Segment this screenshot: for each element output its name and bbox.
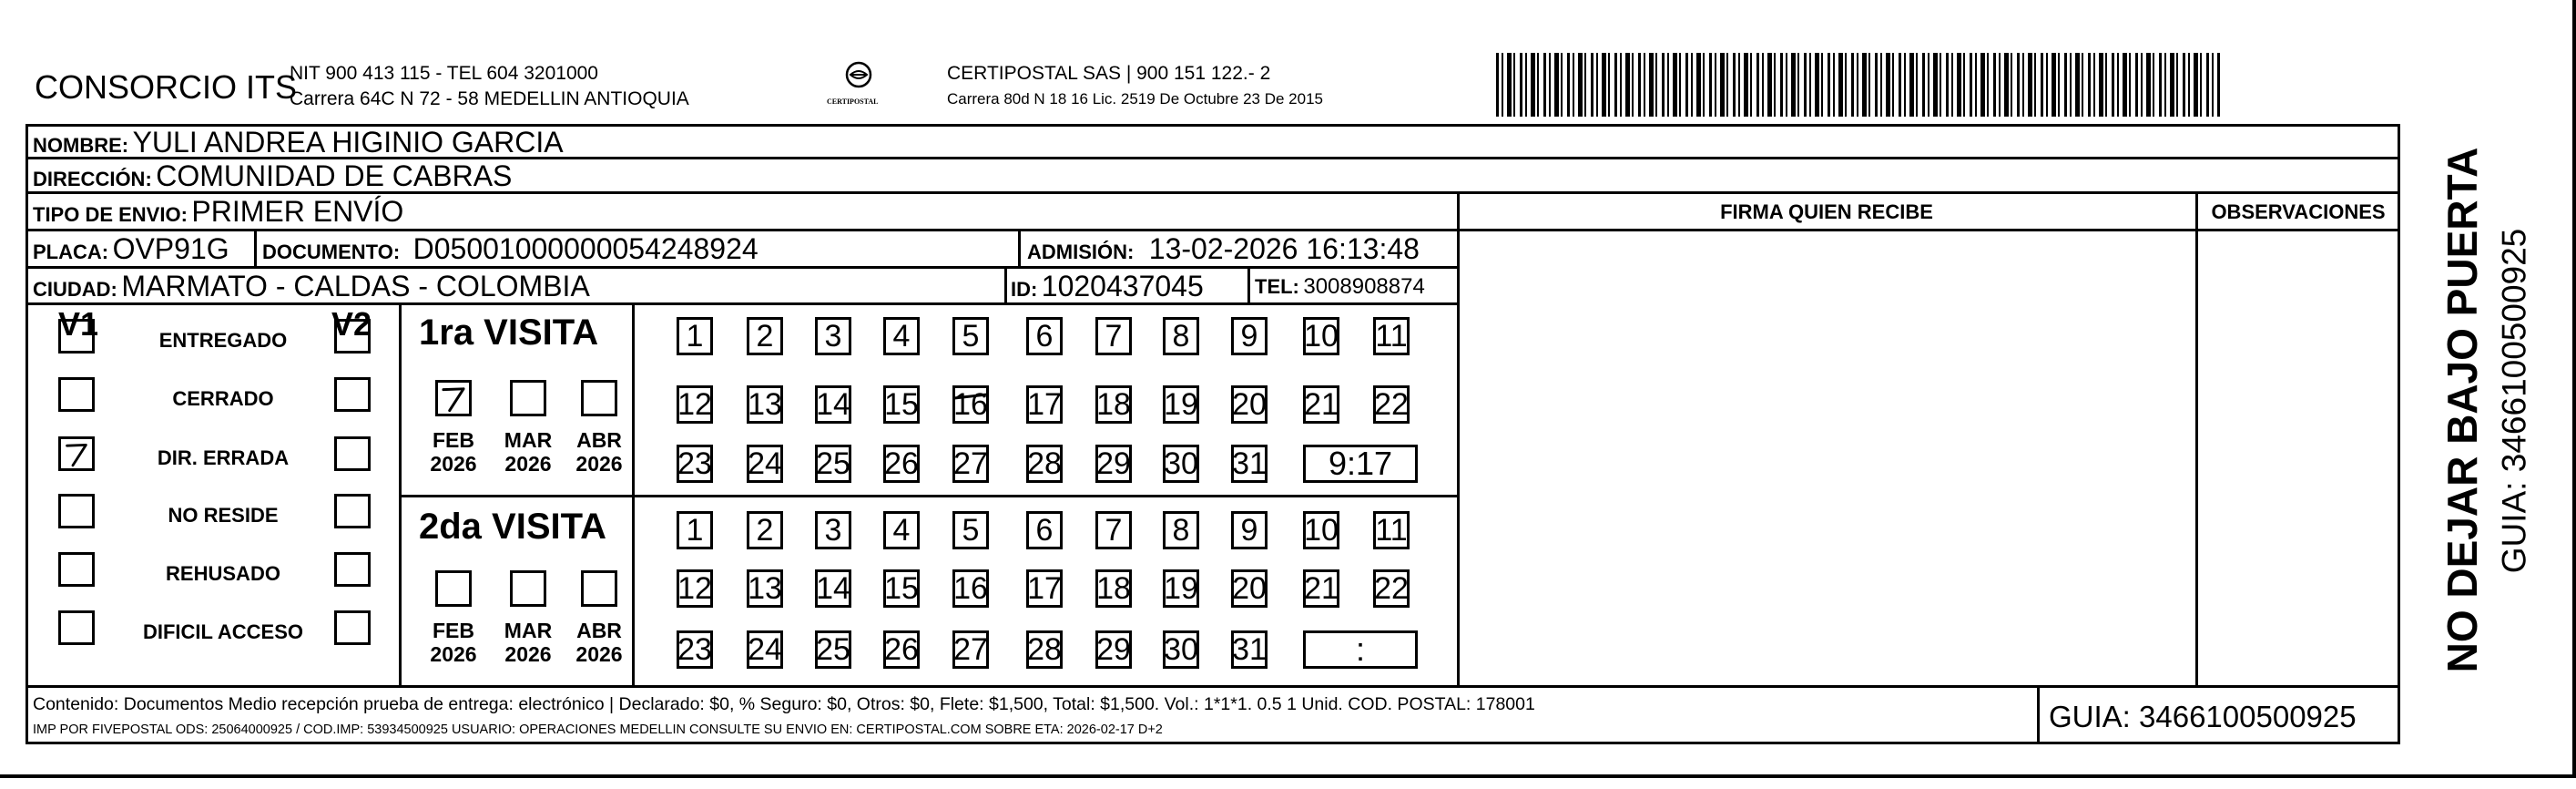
month-label [567, 428, 631, 476]
month-label [496, 428, 560, 476]
day-box[interactable]: 15 [883, 385, 920, 424]
observations-col-divider [2195, 191, 2198, 688]
v2-checkbox[interactable] [334, 552, 371, 587]
day-box[interactable]: 8 [1163, 317, 1199, 355]
footer-line1: Contenido: Documentos Medio recepción prueba de entrega: electrónico | Declarado: $0, % Seguro: $0, Otros: $0, Flete: $1,500, Total: $1,500. Vol.: 1*1*1. 0.5 1 Unid. COD. POSTAL: 178001 [33, 694, 1535, 714]
day-box[interactable]: 20 [1231, 385, 1268, 424]
day-box[interactable]: 5 [952, 317, 989, 355]
status-divider [399, 302, 402, 685]
day-box[interactable]: 19 [1163, 385, 1199, 424]
v1-checkbox[interactable] [58, 377, 95, 412]
day-box[interactable]: 26 [883, 630, 920, 669]
status-label: DIFICIL ACCESO [142, 620, 303, 643]
day-box[interactable]: 13 [747, 385, 783, 424]
month-year: 2026 [504, 642, 552, 666]
day-box[interactable]: 10 [1303, 317, 1339, 355]
day-box[interactable]: 31 [1231, 630, 1268, 669]
day-box[interactable]: 18 [1095, 569, 1132, 608]
month-checkbox[interactable] [581, 380, 617, 416]
side-warning: NO DEJAR BAJO PUERTA [2439, 147, 2486, 673]
day-box[interactable]: 11 [1373, 317, 1410, 355]
month-checkbox[interactable] [510, 570, 546, 607]
address-value: COMUNIDAD DE CABRAS [156, 159, 513, 192]
plate-value: OVP91G [112, 232, 229, 265]
footer-guia: GUIA: 3466100500925 [2049, 700, 2357, 733]
day-box[interactable]: 14 [815, 569, 851, 608]
tel-row [1255, 276, 1425, 298]
send-type-value: PRIMER ENVÍO [191, 195, 404, 228]
document-label: DOCUMENTO: [262, 241, 401, 263]
plate-row [33, 234, 229, 263]
month-label [496, 619, 560, 666]
month-name: MAR [504, 619, 553, 642]
certipostal-logo-text: CERTIPOSTAL [827, 97, 879, 106]
plate-label: PLACA: [33, 241, 109, 263]
status-label: ENTREGADO [158, 329, 288, 352]
day-box[interactable]: 29 [1095, 445, 1132, 483]
name-value: YULI ANDREA HIGINIO GARCIA [132, 126, 564, 159]
v2-checkbox[interactable] [334, 319, 371, 354]
month-checkbox[interactable] [510, 380, 546, 416]
day-box[interactable]: 17 [1026, 385, 1063, 424]
day-box[interactable]: 6 [1026, 317, 1063, 355]
month-name: ABR [576, 619, 622, 642]
address-label: DIRECCIÓN: [33, 168, 152, 190]
footer-top-line [25, 685, 2400, 688]
day-box[interactable]: 6 [1026, 511, 1063, 549]
company-line1: NIT 900 413 115 - TEL 604 3201000 [290, 63, 598, 84]
month-year: 2026 [504, 452, 552, 476]
admission-value: 13-02-2026 16:13:48 [1148, 232, 1420, 265]
day-box[interactable]: 28 [1026, 445, 1063, 483]
day-box[interactable]: 9 [1231, 317, 1268, 355]
v1-checkbox[interactable] [58, 319, 95, 354]
v1-checkbox[interactable] [58, 610, 95, 645]
day-box[interactable]: 4 [883, 317, 920, 355]
plate-divider [254, 229, 257, 266]
name-row [33, 128, 564, 157]
day-box[interactable]: 7 [1095, 317, 1132, 355]
handwritten-check-icon [61, 439, 92, 468]
handwritten-check-icon [438, 383, 469, 414]
city-value: MARMATO - CALDAS - COLOMBIA [121, 270, 590, 302]
signature-col-divider [1457, 191, 1460, 688]
month-year: 2026 [430, 452, 477, 476]
document-value: D05001000000054248924 [412, 232, 759, 265]
right-edge-line [2572, 0, 2576, 778]
day-box[interactable]: 12 [677, 569, 713, 608]
barcode [1496, 53, 2220, 117]
day-box[interactable]: 4 [883, 511, 920, 549]
day-box[interactable]: 31 [1231, 445, 1268, 483]
company-line2: Carrera 64C N 72 - 58 MEDELLIN ANTIOQUIA [290, 88, 689, 109]
day-box[interactable]: 11 [1373, 511, 1410, 549]
day-box[interactable]: 22 [1373, 385, 1410, 424]
status-label: NO RESIDE [168, 504, 279, 527]
day-strike-icon [952, 385, 989, 424]
day-box[interactable]: 26 [883, 445, 920, 483]
tel-divider [1247, 266, 1250, 302]
company-name: CONSORCIO ITS [35, 68, 298, 106]
month-name: FEB [433, 428, 474, 452]
month-label [422, 619, 485, 666]
month-name: MAR [504, 428, 553, 452]
month-checkbox[interactable] [435, 570, 472, 607]
city-row [33, 272, 590, 301]
v1-checkbox[interactable] [58, 552, 95, 587]
document-row [262, 234, 759, 263]
time-box[interactable]: 9:17 [1303, 445, 1418, 483]
day-box[interactable]: 3 [815, 317, 851, 355]
day-box[interactable]: 25 [815, 630, 851, 669]
day-box[interactable]: 24 [747, 445, 783, 483]
month-name: FEB [433, 619, 474, 642]
day-box[interactable]: 18 [1095, 385, 1132, 424]
day-box[interactable]: 22 [1373, 569, 1410, 608]
day-box[interactable]: 8 [1163, 511, 1199, 549]
status-label: REHUSADO [166, 562, 280, 585]
day-box[interactable]: 23 [677, 445, 713, 483]
day-box[interactable]: 13 [747, 569, 783, 608]
day-box[interactable]: 9 [1231, 511, 1268, 549]
day-box[interactable]: 21 [1303, 385, 1339, 424]
day-box[interactable]: 24 [747, 630, 783, 669]
day-box[interactable]: 16 [952, 569, 989, 608]
day-box[interactable]: 12 [677, 385, 713, 424]
day-box[interactable]: 23 [677, 630, 713, 669]
month-year: 2026 [430, 642, 477, 666]
id-label: ID: [1011, 278, 1038, 301]
month-label [567, 619, 631, 666]
day-box[interactable]: 25 [815, 445, 851, 483]
status-label: CERRADO [172, 387, 274, 410]
tel-value: 3008908874 [1303, 274, 1425, 299]
day-box[interactable]: 2 [747, 317, 783, 355]
courier-line2: Carrera 80d N 18 16 Lic. 2519 De Octubre 23 De 2015 [947, 90, 1323, 108]
address-row [33, 161, 512, 190]
day-box[interactable]: 14 [815, 385, 851, 424]
v1-checkbox[interactable] [58, 494, 95, 528]
v1-label: V1 [58, 305, 99, 343]
v2-checkbox[interactable] [334, 610, 371, 645]
day-box[interactable]: 10 [1303, 511, 1339, 549]
admission-divider [1018, 229, 1021, 266]
day-box[interactable]: 21 [1303, 569, 1339, 608]
day-box[interactable]: 2 [747, 511, 783, 549]
city-label: CIUDAD: [33, 278, 117, 301]
day-box[interactable]: 30 [1163, 445, 1199, 483]
month-year: 2026 [575, 642, 623, 666]
month-checkbox[interactable] [581, 570, 617, 607]
id-value: 1020437045 [1041, 270, 1204, 302]
month-name: ABR [576, 428, 622, 452]
admission-row [1027, 234, 1420, 263]
row-line [25, 266, 1460, 269]
month-label [422, 428, 485, 476]
day-box[interactable]: 1 [677, 511, 713, 549]
id-divider [1004, 266, 1007, 302]
day-box[interactable]: 7 [1095, 511, 1132, 549]
visit-month-divider [632, 302, 635, 685]
courier-line1: CERTIPOSTAL SAS | 900 151 122.- 2 [947, 63, 1271, 84]
send-type-row [33, 197, 403, 226]
observations-header: OBSERVACIONES [2211, 200, 2386, 223]
tel-label: TEL: [1255, 275, 1299, 298]
day-box[interactable]: 15 [883, 569, 920, 608]
day-box[interactable]: 27 [952, 445, 989, 483]
status-label: DIR. ERRADA [157, 446, 290, 469]
form-left-border [25, 124, 28, 744]
v2-checkbox[interactable] [334, 436, 371, 471]
visit2-title: 2da VISITA [419, 507, 606, 547]
v2-label: V2 [331, 305, 372, 343]
day-box[interactable]: 29 [1095, 630, 1132, 669]
day-box[interactable]: 16 [952, 385, 989, 424]
day-box[interactable]: 27 [952, 630, 989, 669]
send-type-label: TIPO DE ENVIO: [33, 203, 188, 226]
day-box[interactable]: 28 [1026, 630, 1063, 669]
visit-divider [399, 495, 1460, 497]
v2-checkbox[interactable] [334, 494, 371, 528]
signature-header: FIRMA QUIEN RECIBE [1720, 200, 1933, 223]
admission-label: ADMISIÓN: [1027, 241, 1135, 263]
month-checkbox[interactable] [435, 380, 472, 416]
row-line [25, 302, 1460, 305]
row-line [25, 229, 2400, 231]
day-box[interactable]: 30 [1163, 630, 1199, 669]
name-label: NOMBRE: [33, 134, 129, 157]
day-box[interactable]: 17 [1026, 569, 1063, 608]
v2-checkbox[interactable] [334, 377, 371, 412]
visit1-title: 1ra VISITA [419, 313, 599, 353]
side-guia: GUIA: 3466100500925 [2495, 228, 2533, 574]
id-row [1011, 272, 1204, 301]
month-year: 2026 [575, 452, 623, 476]
day-box[interactable]: 1 [677, 317, 713, 355]
footer-guia-divider [2037, 685, 2040, 744]
time-box[interactable]: : [1303, 630, 1418, 669]
footer-line2: IMP POR FIVEPOSTAL ODS: 25064000925 / COD.IMP: 53934500925 USUARIO: OPERACIONES MEDELLIN CONSULTE SU ENVIO EN: CERTIPOSTAL.COM SOBRE ETA: 2026-02-17 D+2 [33, 722, 1163, 737]
day-box[interactable]: 3 [815, 511, 851, 549]
bottom-edge-line [0, 774, 2576, 778]
form-bottom-border [25, 742, 2400, 744]
day-box[interactable]: 20 [1231, 569, 1268, 608]
day-box[interactable]: 19 [1163, 569, 1199, 608]
day-box[interactable]: 5 [952, 511, 989, 549]
v1-checkbox[interactable] [58, 436, 95, 471]
